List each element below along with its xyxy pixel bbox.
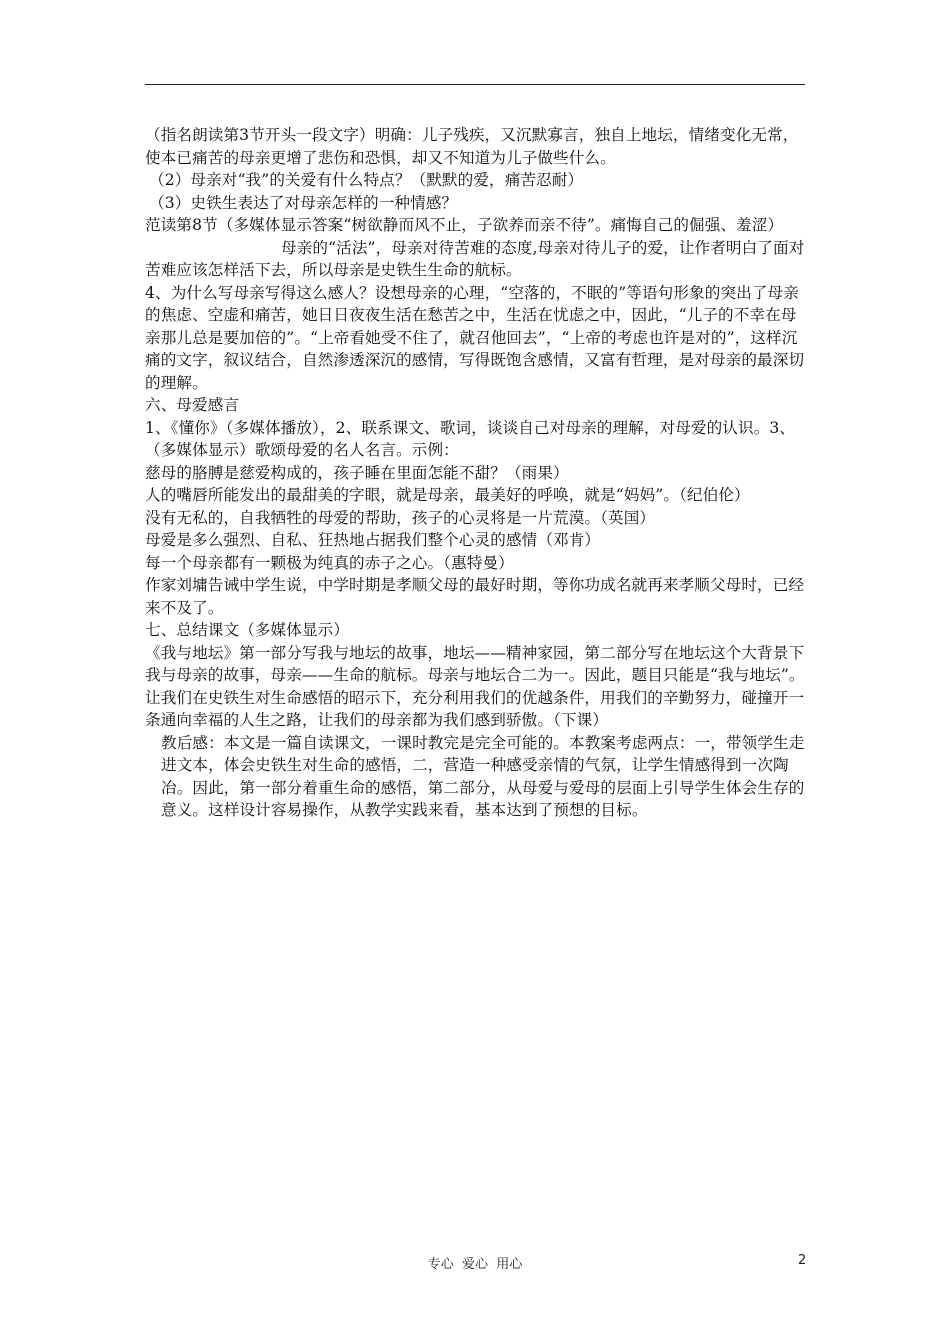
- paragraph: （指名朗读第3节开头一段文字）明确：儿子残疾，又沉默寡言，独自上地坛，情绪变化无常，使本已痛苦的母亲更增了悲伤和恐惧，却又不知道为儿子做些什么。: [145, 126, 799, 167]
- quote: 人的嘴唇所能发出的最甜美的字眼，就是母亲，最美好的呼唤，就是“妈妈”。（纪伯伦）: [145, 486, 750, 504]
- body-text: [145, 124, 810, 822]
- header-rule: [145, 84, 805, 85]
- paragraph: 范读第8节（多媒体显示答案“树欲静而风不止，子欲养而亲不待”。痛悔自己的倔强、羞涩）: [145, 216, 784, 234]
- page-number: 2: [798, 1253, 807, 1268]
- paragraph: 4、为什么写母亲写得这么感人？设想母亲的心理，“空落的，不眠的”等语句形象的突出了母亲的焦虑、空虚和痛苦，她日日夜夜生活在愁苦之中，生活在忧虑之中，因此，“儿子的不幸在母亲那儿总是要加倍的”。“上帝看她受不住了，就召他回去”，“上帝的考虑也许是对的”，这样沉痛的文字，叙议结合，自然渗透深沉的感情，写得既饱含感情，又富有哲理，是对母亲的最深切的理解。: [145, 283, 805, 392]
- paragraph: 《我与地坛》第一部分写我与地坛的故事，地坛——精神家园，第二部分写在地坛这个大背景下我与母亲的故事，母亲——生命的航标。母亲与地坛合二为一。因此，题目只能是“我与地坛”。: [145, 643, 805, 684]
- paragraph: （2）母亲对“我”的关爱有什么特点？（默默的爱，痛苦忍耐）: [149, 171, 584, 189]
- section-heading: 七、总结课文（多媒体显示）: [145, 621, 350, 639]
- quote: 没有无私的，自我牺牲的母爱的帮助，孩子的心灵将是一片荒漠。（英国）: [145, 508, 656, 527]
- quote: 慈母的胳膊是慈爱构成的，孩子睡在里面怎能不甜？（雨果）: [145, 463, 569, 482]
- paragraph: 教后感：本文是一篇自读课文，一课时教完是完全可能的。本教案考虑两点：一，带领学生走进文本，体会史铁生对生命的感悟，二，营造一种感受亲情的气氛，让学生情感得到一次陶冶。因此，第一部分着重生命的感悟，第二部分，从母爱与爱母的层面上引导学生体会生存的意义。这样设计容易操作，从教学实践来看，基本达到了预想的目标。: [161, 733, 805, 819]
- quote: 每一个母亲都有一颗极为纯真的赤子之心。（惠特曼）: [145, 553, 514, 572]
- paragraph: 1、《懂你》（多媒体播放），2、联系课文、歌词，谈谈自己对母亲的理解，对母爱的认识。3、（多媒体显示）歌颂母爱的名人名言。示例：: [145, 418, 796, 459]
- paragraph: 作家刘墉告诫中学生说，中学时期是孝顺父母的最好时期，等你功成名就再来孝顺父母时，已经来不及了。: [145, 576, 805, 617]
- section-heading: 六、母爱感言: [145, 396, 240, 414]
- paragraph: （3）史铁生表达了对母亲怎样的一种情感？: [149, 193, 458, 212]
- paragraph: 母亲的“活法”，母亲对待苦难的态度,母亲对待儿子的爱，让作者明白了面对苦难应该怎样活下去，所以母亲是史铁生生命的航标。: [145, 238, 805, 279]
- quote: 母爱是多么强烈、自私、狂热地占据我们整个心灵的感情（邓肯）: [145, 531, 601, 549]
- page-footer: [0, 1253, 950, 1273]
- footer-motto: 专心 爱心 用心: [427, 1257, 523, 1272]
- paragraph: 让我们在史铁生对生命感悟的昭示下，充分利用我们的优越条件，用我们的辛勤努力，碰撞开一条通向幸福的人生之路，让我们的母亲都为我们感到骄傲。（下课）: [145, 688, 805, 729]
